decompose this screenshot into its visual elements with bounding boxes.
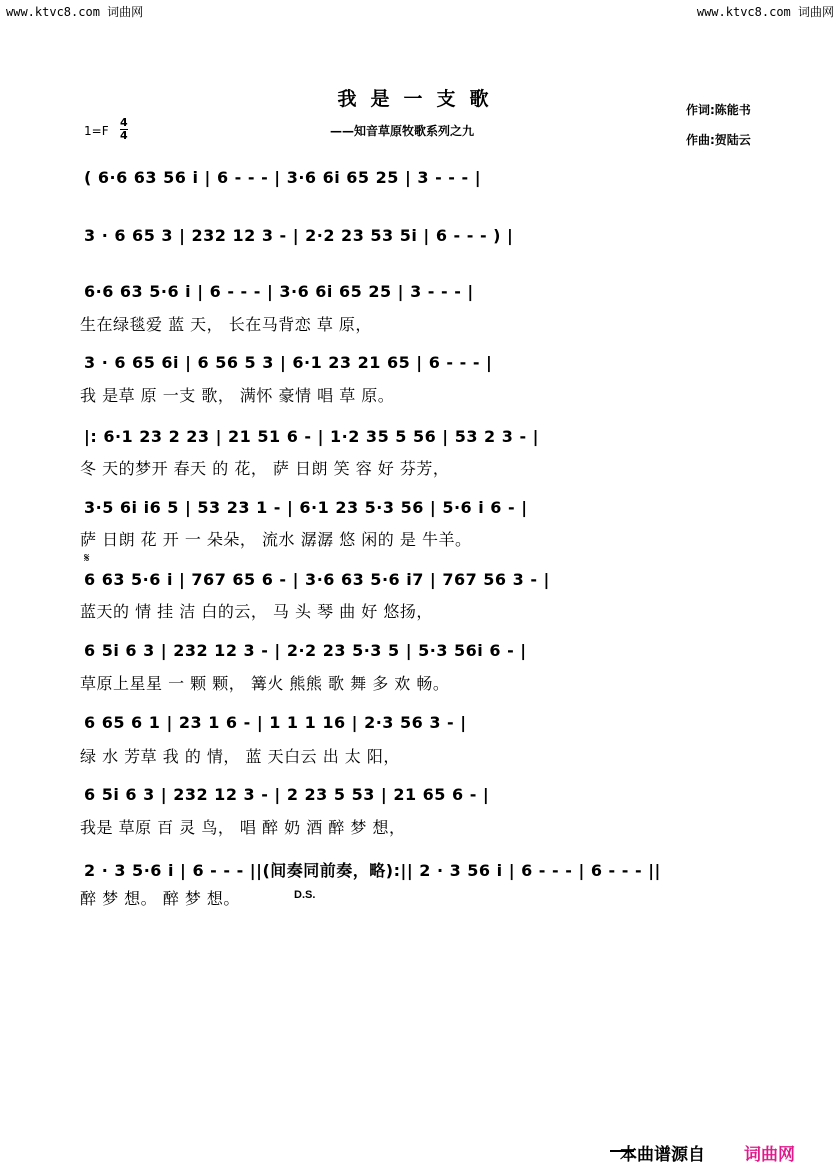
- composer-credit: 作曲:贺陆云: [686, 133, 751, 147]
- score-system-9-notes: 6 65 6 1 | 23 1 6 - | 1 1 1 16 | 2·3 56 3 - |: [84, 713, 467, 732]
- score-system-8-lyrics: 草原上星星 一 颗 颗， 篝火 熊熊 歌 舞 多 欢 畅。: [80, 674, 450, 693]
- score-system-9-lyrics: 绿 水 芳草 我 的 情， 蓝 天白云 出 太 阳，: [80, 747, 400, 766]
- lyricist-credit: 作词:陈能书: [686, 103, 751, 117]
- score-system-11-notes: 2 · 3 5·6 i | 6 - - - ||(间奏同前奏，略):|| 2 · 3 56 i | 6 - - - | 6 - - - ||: [84, 861, 661, 880]
- score-system-3-notes: 6·6 63 5·6 i | 6 - - - | 3·6 6i 65 25 | 3 - - - |: [84, 282, 474, 301]
- time-signature-bottom: 4: [120, 129, 128, 142]
- score-system-8-notes: 6 5i 6 3 | 232 12 3 - | 2·2 23 5·3 5 | 5·3 56i 6 - |: [84, 641, 527, 660]
- song-subtitle: ——知音草原牧歌系列之九: [330, 124, 475, 138]
- score-system-11-lyrics: 醉 梦 想。 醉 梦 想。: [80, 889, 240, 908]
- footer-brand: 词曲网: [744, 1145, 795, 1165]
- score-system-4-lyrics: 我 是草 原 一支 歌， 满怀 豪情 唱 草 原。: [80, 386, 395, 405]
- time-signature-top: 4: [120, 116, 128, 129]
- song-title: 我是一支歌: [337, 88, 503, 110]
- watermark-right: www.ktvc8.com 词曲网: [696, 5, 834, 19]
- ds-marking: D.S.: [294, 889, 316, 901]
- score-system-1-notes: ( 6·6 63 56 i | 6 - - - | 3·6 6i 65 25 | 3 - - - |: [84, 168, 482, 187]
- score-system-7-lyrics: 蓝天的 情 挂 洁 白的云， 马 头 琴 曲 好 悠扬，: [80, 602, 433, 621]
- score-system-5-lyrics: 冬 天的梦开 春天 的 花， 萨 日朗 笑 容 好 芬芳，: [80, 459, 450, 478]
- score-system-4-notes: 3 · 6 65 6i | 6 56 5 3 | 6·1 23 21 65 | 6 - - - |: [84, 353, 493, 372]
- footer-source-text: 本曲谱源自: [620, 1145, 705, 1165]
- score-system-6-lyrics: 萨 日朗 花 开 一 朵朵， 流水 潺潺 悠 闲的 是 牛羊。: [80, 530, 472, 549]
- score-system-10-lyrics: 我是 草原 百 灵 鸟， 唱 醉 奶 酒 醉 梦 想，: [80, 818, 406, 837]
- score-system-2-notes: 3 · 6 65 3 | 232 12 3 - | 2·2 23 53 5i | 6 - - - ) |: [84, 226, 514, 245]
- score-system-6-notes: 3·5 6i i6 5 | 53 23 1 - | 6·1 23 5·3 56 | 5·6 i 6 - |: [84, 498, 528, 517]
- key-signature: 1=F: [84, 124, 109, 138]
- score-system-3-lyrics: 生在绿毯爱 蓝 天， 长在马背恋 草 原，: [80, 315, 372, 334]
- segno-sign-icon: 𝄋: [84, 551, 90, 566]
- score-system-10-notes: 6 5i 6 3 | 232 12 3 - | 2 23 5 53 | 21 65 6 - |: [84, 785, 490, 804]
- time-signature: [120, 117, 128, 142]
- score-system-7-notes: 6 63 5·6 i | 767 65 6 - | 3·6 63 5·6 i7 | 767 56 3 - |: [84, 570, 550, 589]
- score-system-5-notes: |: 6·1 23 2 23 | 21 51 6 - | 1·2 35 5 56 | 53 2 3 - |: [84, 427, 540, 446]
- watermark-left: www.ktvc8.com 词曲网: [6, 5, 144, 19]
